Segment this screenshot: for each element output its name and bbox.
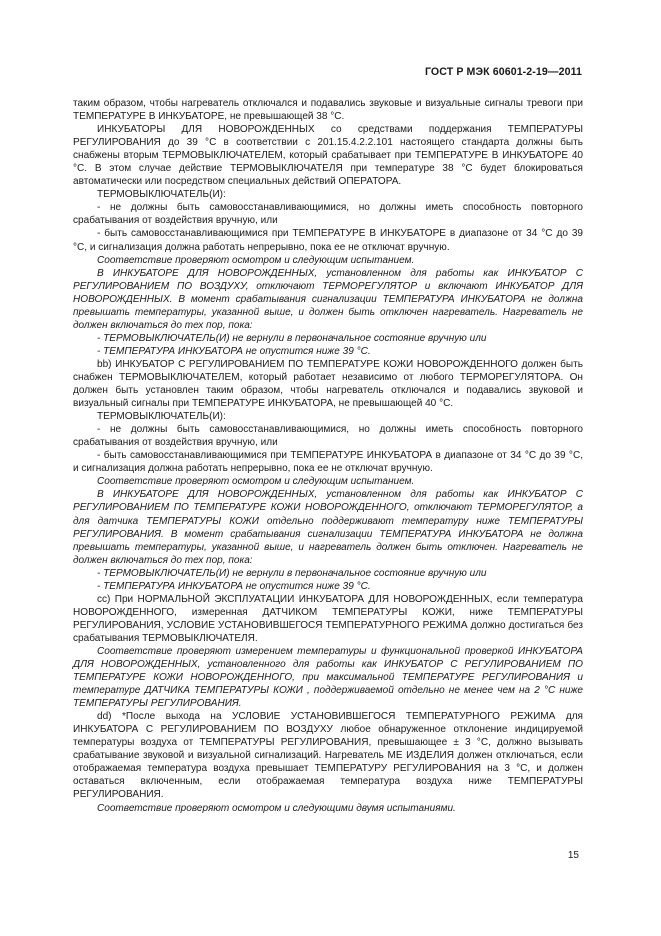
- italic-paragraph: - ТЕРМОВЫКЛЮЧАТЕЛЬ(И) не вернули в первоначальное состояние вручную или: [97, 332, 487, 344]
- paragraph: - быть самовосстанавливающимися при ТЕМПЕРАТУРЕ ИНКУБАТОРА в диапазоне от 34 °С до 39 °С, и сигнализация должна работать непрерывно, пока ее не отключат вручную.: [73, 450, 583, 475]
- paragraph: таким образом, чтобы нагреватель отключался и подавались звуковые и визуальные сигналы тревоги при ТЕМПЕРАТУРЕ В ИНКУБАТОРЕ, не превышающей 38 °С.: [73, 98, 583, 123]
- italic-paragraph: В ИНКУБАТОРЕ ДЛЯ НОВОРОЖДЕННЫХ, установленном для работы как ИНКУБАТОР С РЕГУЛИРОВАНИЕМ ПО ВОЗДУХУ, отключают ТЕРМОРЕГУЛЯТОР и включают ИНКУБАТОР ДЛЯ НОВОРОЖДЕННЫХ. В момент срабатывания сигнализации ТЕМПЕРАТУРА ИНКУБАТОРА не должна превышать температуры, указанной выше, и должен быть отключен нагреватель. Нагреватель не должен включаться до тех пор, пока:: [73, 267, 583, 331]
- paragraph: dd) *После выхода на УСЛОВИЕ УСТАНОВИВШЕГОСЯ ТЕМПЕРАТУРНОГО РЕЖИМА для ИНКУБАТОРА С РЕГУЛИРОВАНИЕМ ПО ВОЗДУХУ любое обнаруженное отклонение индицируемой температуры воздуха от ТЕМПЕРАТУРЫ РЕГУЛИРОВАНИЯ, превышающее ± 3 °С, должно вызывать срабатывание звуковой и визуальной сигнализаций. Нагреватель МЕ ИЗДЕЛИЯ должен отключаться, если отображаемая температура воздуха превышает ТЕМПЕРАТУРУ РЕГУЛИРОВАНИЯ на 3 °С, и должен оставаться включенным, если отображаемая температура воздуха ниже ТЕМПЕРАТУРЫ РЕГУЛИРОВАНИЯ.: [73, 711, 583, 801]
- paragraph: - не должны быть самовосстанавливающимися, но должны иметь способность повторного срабатывания от воздействия вручную, или: [73, 202, 583, 227]
- italic-paragraph: Соответствие проверяют измерением температуры и функциональной проверкой ИНКУБАТОРА ДЛЯ НОВОРОЖДЕННЫХ, установленного для работы как ИНКУБАТОР С РЕГУЛИРОВАНИЕМ ПО ТЕМПЕРАТУРЕ КОЖИ НОВОРОЖДЕННОГО, при максимальной ТЕМПЕРАТУРЕ РЕГУЛИРОВАНИЯ и температуре ДАТЧИКА ТЕМПЕРАТУРЫ КОЖИ , поддерживаемой отдельно не менее чем на 2 °С ниже ТЕМПЕРАТУРЫ РЕГУЛИРОВАНИЯ.: [73, 645, 583, 710]
- paragraph: ИНКУБАТОРЫ ДЛЯ НОВОРОЖДЕННЫХ со средствами поддержания ТЕМПЕРАТУРЫ РЕГУЛИРОВАНИЯ до 39 °С в соответствии с 201.15.4.2.2.101 настоящего стандарта должны быть снабжены вторым ТЕРМОВЫКЛЮЧАТЕЛЕМ, который срабатывает при ТЕМПЕРАТУРЕ В ИНКУБАТОРЕ 40 °С. В этом случае действие ТЕРМОВЫКЛЮЧАТЕЛЯ при температуре 38 °С будет блокироваться автоматически или посредством специальных действий ОПЕРАТОРА.: [73, 124, 583, 188]
- paragraph: ТЕРМОВЫКЛЮЧАТЕЛЬ(И):: [97, 189, 226, 201]
- page-number: 15: [567, 850, 579, 861]
- italic-paragraph: - ТЕРМОВЫКЛЮЧАТЕЛЬ(И) не вернули в первоначальное состояние вручную или: [97, 567, 487, 579]
- paragraph: сс) При НОРМАЛЬНОЙ ЭКСПЛУАТАЦИИ ИНКУБАТОРА ДЛЯ НОВОРОЖДЕННЫХ, если температура НОВОРОЖДЕННОГО, измеренная ДАТЧИКОМ ТЕМПЕРАТУРЫ КОЖИ, ниже ТЕМПЕРАТУРЫ РЕГУЛИРОВАНИЯ, УСЛОВИЕ УСТАНОВИВШЕГОСЯ ТЕМПЕРАТУРНОГО РЕЖИМА должно достигаться без срабатывания ТЕРМОВЫКЛЮЧАТЕЛЯ.: [73, 593, 583, 644]
- paragraph: - не должны быть самовосстанавливающимися, но должны иметь способность повторного срабатывания от воздействия вручную, или: [73, 424, 583, 449]
- paragraph: ТЕРМОВЫКЛЮЧАТЕЛЬ(И):: [97, 411, 226, 423]
- italic-paragraph: Соответствие проверяют осмотром и следующими двумя испытаниями.: [97, 802, 456, 814]
- document-body: [73, 97, 583, 815]
- italic-paragraph: - ТЕМПЕРАТУРА ИНКУБАТОРА не опустится ниже 39 °С.: [97, 580, 371, 592]
- standard-header: ГОСТ Р МЭК 60601-2-19—2011: [424, 66, 582, 78]
- paragraph: bb) ИНКУБАТОР С РЕГУЛИРОВАНИЕМ ПО ТЕМПЕРАТУРЕ КОЖИ НОВОРОЖДЕННОГО должен быть снабжен ТЕРМОВЫКЛЮЧАТЕЛЕМ, который работает независимо от любого ТЕРМОРЕГУЛЯТОРА. Он должен быть установлен таким образом, чтобы нагреватель отключался и подавались звуковой и визуальный сигналы при ТЕМПЕРАТУРЕ ИНКУБАТОРА, не превышающей 40 °С.: [73, 358, 583, 410]
- italic-paragraph: Соответствие проверяют осмотром и следующим испытанием.: [97, 476, 415, 488]
- italic-paragraph: Соответствие проверяют осмотром и следующим испытанием.: [97, 254, 415, 266]
- italic-paragraph: - ТЕМПЕРАТУРА ИНКУБАТОРА не опустится ниже 39 °С.: [97, 345, 371, 357]
- paragraph: - быть самовосстанавливающимися при ТЕМПЕРАТУРЕ В ИНКУБАТОРЕ в диапазоне от 34 °С до 39 °С, и сигнализация должна работать непрерывно, пока ее не отключат вручную.: [73, 228, 583, 253]
- italic-paragraph: В ИНКУБАТОРЕ ДЛЯ НОВОРОЖДЕННЫХ, установленном для работы как ИНКУБАТОР С РЕГУЛИРОВАНИЕМ ПО ТЕМПЕРАТУРЕ КОЖИ НОВОРОЖДЕННОГО, отключают ТЕРМОРЕГУЛЯТОР, а для датчика ТЕМПЕРАТУРЫ КОЖИ отдельно поддерживают температуру ниже ТЕМПЕРАТУРЫ РЕГУЛИРОВАНИЯ. В момент срабатывания сигнализации ТЕМПЕРАТУРА ИНКУБАТОРА не должна превышать температуры, указанной выше, и нагреватель должен быть отключен. Нагреватель не должен включаться до тех пор, пока:: [73, 489, 583, 566]
